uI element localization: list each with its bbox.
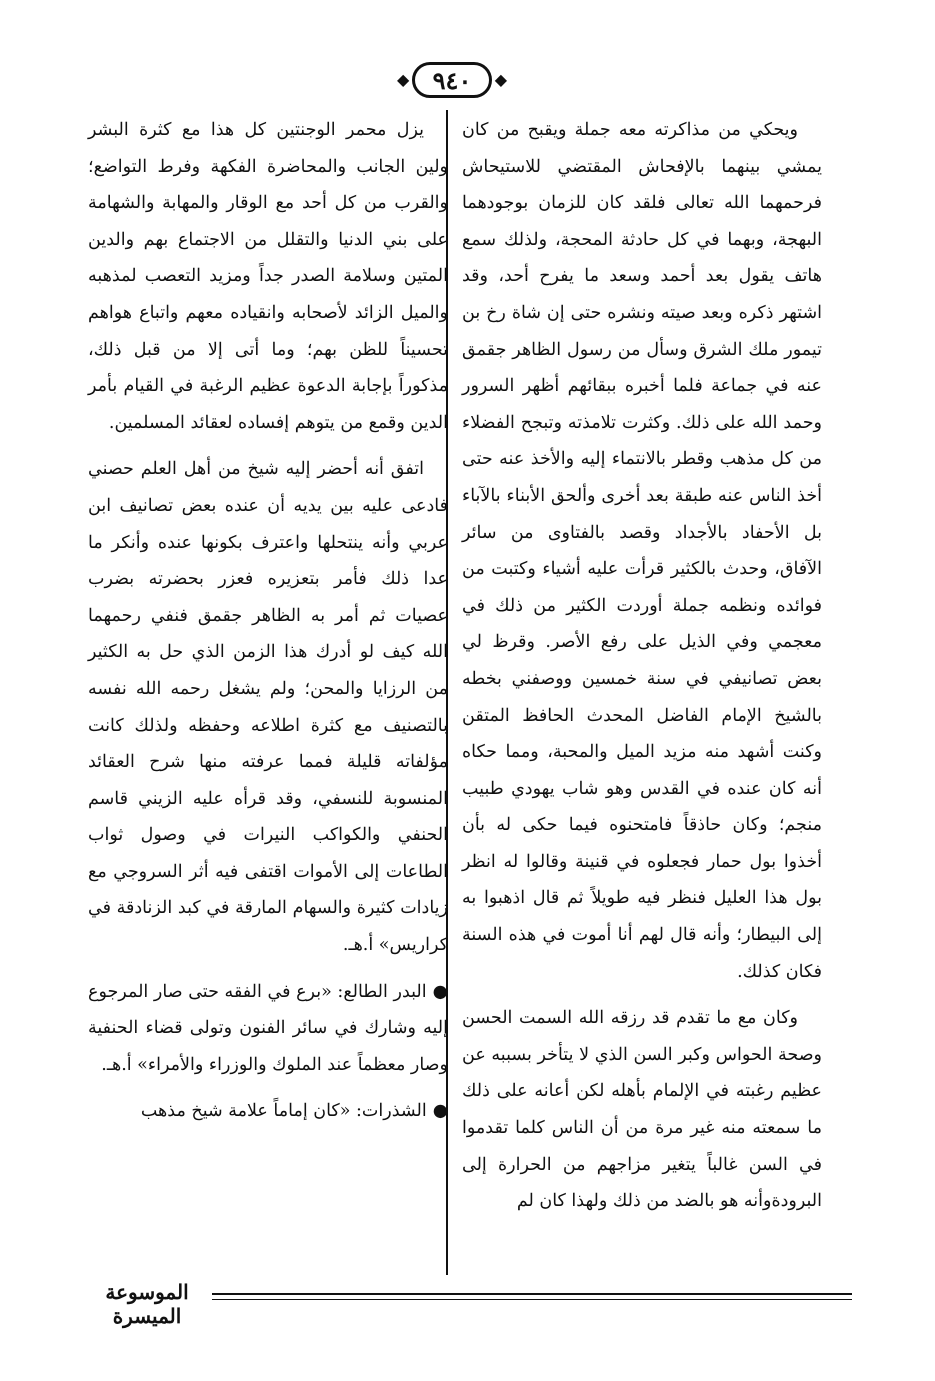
bullet-item-shadharat (88, 1093, 448, 1130)
right-paragraph-1: ويحكي من مذاكرته معه جملة ويقبح من كان يمشي بينهما بالإفحاش المقتضي للاستيحاش فرحمهما الله تعالى فلقد كان للزمان بوجودهما البهجة، وبهما في كل حادثة المحجة، ولذلك سمع هاتف يقول بعد أحمد وسعد ما يفرح أحد، وقد اشتهر ذكره وبعد صيته ونشره حتى إن شاة رخ بن تيمور ملك الشرق وسأل من رسول الظاهر جقمق عنه في جماعة فلما أخبره ببقائهم أظهر السرور وحمد الله على ذلك. وكثرت تلامذته وتبجح الفضلاء من كل مذهب وقطر بالانتماء إليه والأخذ عنه حتى أخذ الناس عنه طبقة بعد أخرى وألحق الأبناء بالآباء بل الأحفاد بالأجداد وقصد بالفتاوى من سائر الآفاق، وحدث بالكثير قرأت عليه أشياء وكتبت من فوائده ونظمه جملة أوردت الكثير من ذلك في معجمي وفي الذيل على رفع الأصر. وقرظ لي بعض تصانيفي في سنة خمسين ووصفني بخطه بالشيخ الإمام الفاضل المحدث الحافظ المتقن وكنت أشهد منه مزيد الميل والمحبة، ومما حكاه أنه كان عنده في القدس وهو شاب يهودي طبيب منجم؛ وكان حاذقاً فامتحنوه فيما حكى له بأن أخذوا بول حمار فجعلوه في قنينة وقالوا له انظر بول هذا العليل فنظر فيه طويلاً ثم قال اذهبوا به إلى البيطار؛ وأنه قال لهم أنا أموت في هذه السنة فكان كذلك. (462, 120, 822, 982)
left-paragraph-2: اتفق أنه أحضر إليه شيخ من أهل العلم حصني فادعى عليه بين يديه أن عنده بعض تصانيف ابن عربي وأنه ينتحلها واعترف بكونها عنده وأنكر ما عدا ذلك فأمر بتعزيره فعزر بحضرته بضرب عصيات ثم أمر به الظاهر جقمق فنفي رحمهما الله كيف لو أدرك هذا الزمن الذي حل به الكثير من الرزايا والمحن؛ ولم يشغل رحمه الله نفسه بالتصنيف مع كثرة اطلاعه وحفظه ولذلك كانت مؤلفاته قليلة فمما عرفته منها شرح العقائد المنسوبة للنسفي، وقد قرأه عليه الزيني قاسم الحنفي والكواكب النيرات في وصول ثواب الطاعات إلى الأموات اقتفى فيه أثر السروجي مع زيادات كثيرة والسهام المارقة في كبد الزنادقة في كراريس» أ.هـ. (88, 459, 448, 956)
left-column (88, 112, 448, 1140)
page-number: ◆ ٩٤٠ ◆ (412, 62, 492, 98)
left-paragraph-1: يزل محمر الوجنتين كل هذا مع كثرة البشر ولين الجانب والمحاضرة الفكهة وفرط التواضع؛ والقرب من كل أحد مع الوقار والمهابة والشهامة على بني الدنيا والتقلل من الاجتماع بهم والدين المتين وسلامة الصدر جداً ومزيد التعصب لمذهبه والميل الزائد لأصحابه وانقياده معهم واتباع هواهم تحسيناً للظن بهم؛ وما أتى إلا من قبل ذلك، مذكوراً بإجابة الدعوة عظيم الرغبة في القيام بأمر الدين وقمع من يتوهم إفساده لعقائد المسلمين. (88, 120, 448, 433)
bullet-text: البدر الطالع: «برع في الفقه حتى صار المرجوع إليه وشارك في سائر الفنون وتولى قضاء الحنفية وصار معظماً عند الملوك والوزراء والأمراء» أ.هـ. (88, 981, 448, 1075)
bullet-text: الشذرات: «كان إماماً علامة شيخ مذهب (140, 1101, 427, 1122)
footer-title: الموسوعة الميسرة (105, 1280, 189, 1328)
right-paragraph-2: وكان مع ما تقدم قد رزقه الله السمت الحسن وصحة الحواس وكبر السن الذي لا يتأخر بسببه عن عظيم رغبته في الإلمام بأهله لكن أعانه على ذلك ما سمعته منه غير مرة من أن الناس كلما تقدموا في السن غالباً يتغير مزاجهم من الحرارة إلى البرودةوأنه هو بالضد من ذلك ولهذا كان لم (462, 1008, 822, 1212)
footer-rule (212, 1293, 852, 1300)
right-column (462, 112, 822, 1230)
bullet-icon: ● (432, 981, 448, 1002)
bullet-item-badr-talie (88, 974, 448, 1084)
bullet-icon: ● (432, 1101, 448, 1122)
